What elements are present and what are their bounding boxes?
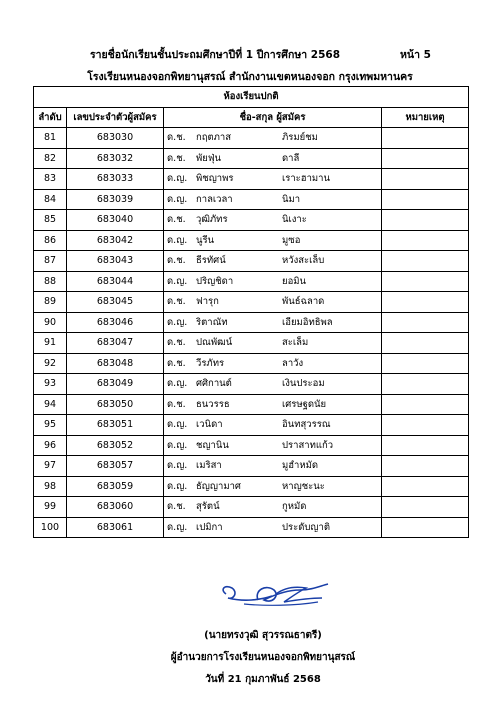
table-row — [34, 394, 469, 415]
first-name: กาลเวลา — [196, 193, 233, 205]
first-name: สุรัตน์ — [196, 501, 220, 512]
last-name: เอียมอิทธิพล — [282, 316, 333, 328]
last-name: ดาลี — [282, 152, 300, 164]
first-name: นูรีน — [196, 234, 215, 246]
table-row — [34, 517, 469, 538]
applicant-id-cell: 683042 — [67, 230, 164, 251]
name-cell — [164, 128, 382, 149]
order-cell: 98 — [34, 476, 67, 497]
name-cell — [164, 497, 382, 518]
name-prefix: ด.ช. — [167, 152, 186, 164]
column-header-remark: หมายเหตุ — [382, 107, 469, 128]
order-cell: 91 — [34, 333, 67, 354]
name-prefix: ด.ญ. — [167, 173, 188, 184]
first-name: พัยฟุ่น — [196, 152, 222, 164]
table-row — [34, 415, 469, 436]
name-cell — [164, 353, 382, 374]
applicant-id-cell: 683039 — [67, 189, 164, 210]
last-name: ภิรมย์ชม — [282, 132, 318, 143]
remark-cell — [382, 210, 469, 231]
order-cell: 92 — [34, 353, 67, 374]
table-row — [34, 435, 469, 456]
last-name: สะเล็ม — [282, 337, 309, 348]
name-cell — [164, 230, 382, 251]
order-cell: 100 — [34, 517, 67, 538]
applicant-id-cell: 683030 — [67, 128, 164, 149]
signature-image — [214, 580, 334, 610]
name-cell — [164, 148, 382, 169]
remark-cell — [382, 374, 469, 395]
last-name: เศรษฐดนัย — [282, 398, 327, 410]
name-prefix: ด.ญ. — [167, 480, 188, 492]
remark-cell — [382, 353, 469, 374]
table-row — [34, 292, 469, 313]
name-prefix: ด.ญ. — [167, 419, 188, 430]
name-cell — [164, 251, 382, 272]
applicant-id-cell: 683061 — [67, 517, 164, 538]
remark-cell — [382, 456, 469, 477]
applicant-id-cell: 683049 — [67, 374, 164, 395]
signature-date: วันที่ 21 กุมภาพันธ์ 2568 — [205, 674, 321, 685]
name-prefix: ด.ญ. — [167, 460, 188, 471]
table-row — [34, 169, 469, 190]
table-row — [34, 497, 469, 518]
table-row — [34, 230, 469, 251]
table-row — [34, 476, 469, 497]
name-cell — [164, 415, 382, 436]
remark-cell — [382, 292, 469, 313]
remark-cell — [382, 497, 469, 518]
remark-cell — [382, 230, 469, 251]
table-row — [34, 271, 469, 292]
column-header-name: ชื่อ-สกุล ผู้สมัคร — [164, 107, 382, 128]
remark-cell — [382, 169, 469, 190]
signatory-position: ผู้อำนวยการโรงเรียนหนองจอกพิทยานุสรณ์ — [170, 652, 356, 663]
order-cell: 88 — [34, 271, 67, 292]
name-cell — [164, 271, 382, 292]
last-name: ปราสาทแก้ว — [282, 439, 334, 451]
last-name: หาญชะนะ — [282, 480, 325, 492]
name-prefix: ด.ญ. — [167, 378, 188, 389]
name-prefix: ด.ช. — [167, 357, 186, 369]
first-name: ธัญญามาศ — [196, 480, 241, 492]
signatory-name: (นายทรงวุฒิ สุวรรณธาตรี) — [204, 630, 322, 641]
name-cell — [164, 435, 382, 456]
column-header-applicant-id: เลขประจำตัวผู้สมัคร — [67, 107, 164, 128]
page-number: หน้า 5 — [400, 49, 431, 61]
name-prefix: ด.ช. — [167, 132, 186, 143]
first-name: ชญานิน — [196, 439, 229, 451]
name-cell — [164, 169, 382, 190]
order-cell: 96 — [34, 435, 67, 456]
last-name: มูฮำหมัด — [282, 460, 319, 471]
first-name: กฤตภาส — [196, 132, 232, 143]
remark-cell — [382, 148, 469, 169]
remark-cell — [382, 476, 469, 497]
name-cell — [164, 292, 382, 313]
name-prefix: ด.ญ. — [167, 316, 188, 328]
remark-cell — [382, 333, 469, 354]
name-cell — [164, 189, 382, 210]
name-prefix: ด.ช. — [167, 398, 186, 410]
name-prefix: ด.ญ. — [167, 193, 188, 205]
order-cell: 87 — [34, 251, 67, 272]
remark-cell — [382, 189, 469, 210]
name-prefix: ด.ช. — [167, 214, 186, 225]
table-row — [34, 333, 469, 354]
name-prefix: ด.ช. — [167, 501, 186, 512]
first-name: ศศิกานต์ — [196, 378, 232, 389]
name-cell — [164, 517, 382, 538]
last-name: มูซอ — [282, 234, 301, 246]
applicant-id-cell: 683051 — [67, 415, 164, 436]
name-prefix: ด.ญ. — [167, 439, 188, 451]
name-cell — [164, 476, 382, 497]
name-cell — [164, 374, 382, 395]
table-row — [34, 251, 469, 272]
table-row — [34, 374, 469, 395]
first-name: เวนิดา — [196, 419, 223, 430]
last-name: ลาวัง — [282, 357, 304, 369]
order-cell: 85 — [34, 210, 67, 231]
school-subtitle: โรงเรียนหนองจอกพิทยานุสรณ์ สำนักงานเขตหนองจอก กรุงเทพมหานคร — [87, 71, 413, 83]
order-cell: 86 — [34, 230, 67, 251]
table-row — [34, 210, 469, 231]
last-name: ยอมิน — [282, 275, 307, 287]
order-cell: 84 — [34, 189, 67, 210]
applicant-id-cell: 683040 — [67, 210, 164, 231]
order-cell: 94 — [34, 394, 67, 415]
remark-cell — [382, 517, 469, 538]
group-title: ห้องเรียนปกติ — [34, 87, 469, 108]
first-name: ปริญชิดา — [196, 275, 234, 287]
order-cell: 83 — [34, 169, 67, 190]
table-row — [34, 456, 469, 477]
applicant-id-cell: 683044 — [67, 271, 164, 292]
name-prefix: ด.ญ. — [167, 521, 188, 533]
table-row — [34, 128, 469, 149]
order-cell: 81 — [34, 128, 67, 149]
name-prefix: ด.ช. — [167, 255, 186, 266]
column-header-order: ลำดับ — [34, 107, 67, 128]
last-name: หวังสะเล็บ — [282, 255, 325, 266]
order-cell: 97 — [34, 456, 67, 477]
remark-cell — [382, 415, 469, 436]
last-name: กูหมัด — [282, 501, 307, 512]
remark-cell — [382, 251, 469, 272]
remark-cell — [382, 435, 469, 456]
applicant-id-cell: 683046 — [67, 312, 164, 333]
applicant-id-cell: 683033 — [67, 169, 164, 190]
last-name: นิมา — [282, 193, 301, 205]
table-row — [34, 353, 469, 374]
first-name: เปมิกา — [196, 521, 223, 533]
first-name: ริตาณัท — [196, 316, 228, 328]
applicant-id-cell: 683059 — [67, 476, 164, 497]
table-body — [34, 128, 469, 538]
order-cell: 93 — [34, 374, 67, 395]
name-cell — [164, 333, 382, 354]
student-table — [33, 86, 469, 538]
applicant-id-cell: 683048 — [67, 353, 164, 374]
name-cell — [164, 394, 382, 415]
first-name: ธีรทัศน์ — [196, 255, 226, 266]
name-cell — [164, 456, 382, 477]
applicant-id-cell: 683043 — [67, 251, 164, 272]
remark-cell — [382, 312, 469, 333]
order-cell: 82 — [34, 148, 67, 169]
first-name: ธนวรรธ — [196, 398, 230, 410]
last-name: นิเงาะ — [282, 214, 307, 225]
applicant-id-cell: 683032 — [67, 148, 164, 169]
first-name: พิชญาพร — [196, 173, 234, 184]
applicant-id-cell: 683047 — [67, 333, 164, 354]
document-title: รายชื่อนักเรียนชั้นประถมศึกษาปีที่ 1 ปีการศึกษา 2568 — [89, 49, 341, 61]
applicant-id-cell: 683050 — [67, 394, 164, 415]
last-name: อินทสุวรรณ — [282, 419, 331, 430]
first-name: วุฒิภัทร — [196, 214, 228, 225]
order-cell: 89 — [34, 292, 67, 313]
last-name: เงินประอม — [282, 378, 325, 389]
order-cell: 99 — [34, 497, 67, 518]
table-row — [34, 312, 469, 333]
first-name: เมริสา — [196, 460, 222, 471]
applicant-id-cell: 683045 — [67, 292, 164, 313]
name-prefix: ด.ญ. — [167, 275, 188, 287]
applicant-id-cell: 683060 — [67, 497, 164, 518]
name-prefix: ด.ช. — [167, 296, 186, 307]
applicant-id-cell: 683057 — [67, 456, 164, 477]
last-name: ประดับญาติ — [282, 521, 331, 533]
table-row — [34, 148, 469, 169]
applicant-id-cell: 683052 — [67, 435, 164, 456]
order-cell: 95 — [34, 415, 67, 436]
name-prefix: ด.ช. — [167, 337, 186, 348]
order-cell: 90 — [34, 312, 67, 333]
remark-cell — [382, 394, 469, 415]
table-row — [34, 189, 469, 210]
first-name: วีรภัทร — [196, 357, 225, 369]
last-name: พันธ์ฉลาด — [282, 296, 325, 307]
remark-cell — [382, 271, 469, 292]
name-cell — [164, 312, 382, 333]
remark-cell — [382, 128, 469, 149]
name-prefix: ด.ญ. — [167, 234, 188, 246]
last-name: เราะฮามาน — [282, 173, 331, 184]
first-name: ปณพัฒน์ — [196, 337, 233, 348]
first-name: ฟารุก — [196, 296, 219, 307]
name-cell — [164, 210, 382, 231]
